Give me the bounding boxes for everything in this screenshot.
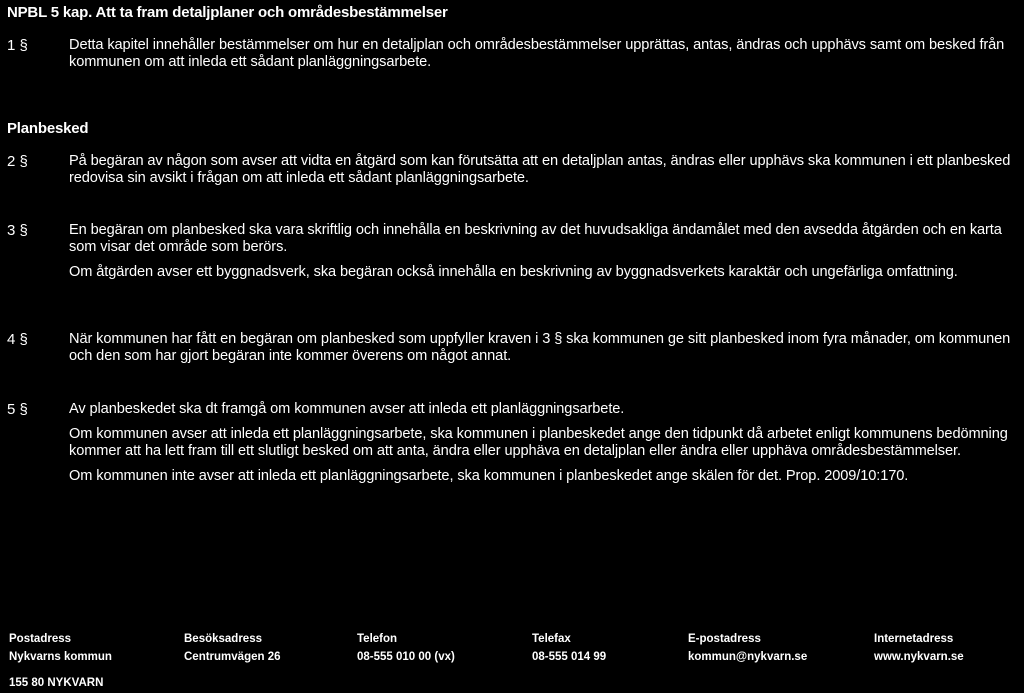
footer-label: Besöksadress [184, 633, 262, 645]
footer-value: Centrumvägen 26 [184, 651, 281, 663]
paragraph-4 [7, 331, 1017, 373]
paragraph-number: 4 § [7, 331, 28, 348]
document-title: NPBL 5 kap. Att ta fram detaljplaner och områdesbestämmelser [7, 4, 448, 21]
footer-email-link[interactable]: kommun@nykvarn.se [688, 651, 808, 663]
paragraph-text: Detta kapitel innehåller bestämmelser om hur en detaljplan och områdesbestämmelser upprättas, antas, ändras och upphävs samt om besked från kommunen om att inleda ett sådant planläggningsarbete. [69, 37, 1005, 70]
footer-label: Telefax [532, 633, 571, 645]
paragraph-3 [7, 222, 1017, 289]
footer-telefon [357, 630, 455, 666]
paragraph-1 [7, 37, 1017, 79]
footer-epost [688, 630, 807, 666]
footer-website-link[interactable]: www.nykvarn.se [874, 651, 964, 663]
paragraph-text: Om åtgärden avser ett byggnadsverk, ska begäran också innehålla en beskrivning av byggnadsverkets karaktär och ungefärliga omfattning. [69, 264, 958, 280]
section-heading: Planbesked [7, 120, 89, 137]
paragraph-5 [7, 401, 1017, 493]
footer-label: Internetadress [874, 633, 954, 645]
paragraph-text: På begäran av någon som avser att vidta en åtgärd som kan förutsätta att en detaljplan antas, ändras eller upphävs ska kommunen i ett planbesked redovisa sin avsikt i frågan om att inleda ett sådant planläggningsarbete. [69, 153, 1011, 186]
footer-label: E-postadress [688, 633, 761, 645]
footer-telefax [532, 630, 606, 666]
footer-internet [874, 630, 964, 666]
paragraph-number: 2 § [7, 153, 28, 170]
paragraph-number: 5 § [7, 401, 28, 418]
paragraph-2 [7, 153, 1017, 195]
footer-value: Nykvarns kommun [9, 651, 112, 663]
footer-postcode: 155 80 NYKVARN [9, 677, 104, 689]
paragraph-text: Om kommunen inte avser att inleda ett planläggningsarbete, ska kommunen i planbeskedet ange skälen för det. Prop. 2009/10:170. [69, 468, 909, 484]
paragraph-number: 3 § [7, 222, 28, 239]
footer-value: 08-555 014 99 [532, 651, 607, 663]
paragraph-text: Om kommunen avser att inleda ett planläggningsarbete, ska kommunen i planbeskedet ange den tidpunkt då arbetet enligt kommunens bedömning kommer att ha lett fram till ett slutligt besked om att anta, ändra eller upphäva en detaljplan eller ändra eller upphäva områdesbestämmelser. [69, 426, 1008, 459]
paragraph-text: Av planbeskedet ska dt framgå om kommunen avser att inleda ett planläggningsarbete. [69, 401, 625, 417]
footer-besoksadress [184, 630, 281, 666]
paragraph-text: När kommunen har fått en begäran om planbesked som uppfyller kraven i 3 § ska kommunen ge sitt planbesked inom fyra månader, om kommunen och den som har gjort begäran inte kommer överens om något annat. [69, 331, 1011, 364]
paragraph-text: En begäran om planbesked ska vara skriftlig och innehålla en beskrivning av det huvudsakliga ändamålet med den avsedda åtgärden och en karta som visar det område som berörs. [69, 222, 1002, 255]
footer-label: Telefon [357, 633, 398, 645]
paragraph-number: 1 § [7, 37, 28, 54]
footer-postadress [9, 630, 112, 666]
footer-value: 08-555 010 00 (vx) [357, 651, 455, 663]
footer-label: Postadress [9, 633, 72, 645]
